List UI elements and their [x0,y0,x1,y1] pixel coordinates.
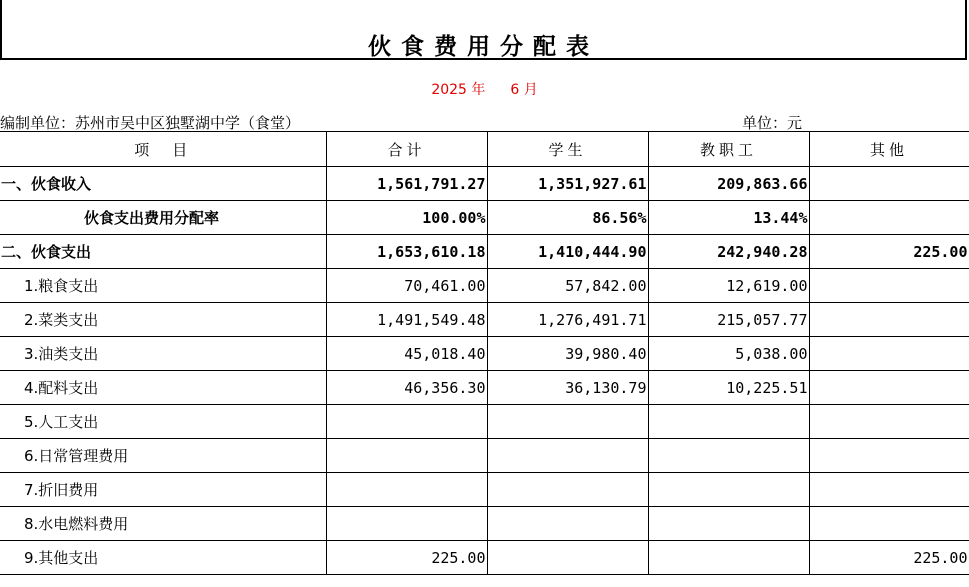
cell-other[interactable] [809,405,969,439]
row-label[interactable]: 2.菜类支出 [0,303,326,337]
cell-total[interactable]: 100.00% [326,201,487,235]
cell-total[interactable] [326,507,487,541]
allocation-table [0,131,969,575]
period-year: 2025 [431,82,467,98]
table-row [0,201,969,235]
row-label[interactable]: 1.粮食支出 [0,269,326,303]
period-month: 6 [510,82,520,98]
cell-staff[interactable]: 215,057.77 [648,303,809,337]
cell-total[interactable] [326,405,487,439]
cell-total[interactable]: 46,356.30 [326,371,487,405]
cell-student[interactable] [487,405,648,439]
cell-other[interactable] [809,507,969,541]
cell-other[interactable]: 225.00 [809,235,969,269]
table-row [0,541,969,575]
period-month-unit: 月 [523,82,538,98]
sheet-title [2,28,965,61]
cell-total[interactable]: 45,018.40 [326,337,487,371]
table-row [0,405,969,439]
cell-student[interactable]: 86.56% [487,201,648,235]
row-label[interactable]: 一、伙食收入 [0,167,326,201]
cell-staff[interactable]: 242,940.28 [648,235,809,269]
cell-total[interactable] [326,439,487,473]
cell-staff[interactable]: 13.44% [648,201,809,235]
cell-total[interactable]: 1,561,791.27 [326,167,487,201]
row-label[interactable]: 3.油类支出 [0,337,326,371]
row-label[interactable]: 8.水电燃料费用 [0,507,326,541]
table-row [0,439,969,473]
header-row [0,132,969,167]
cell-other[interactable] [809,337,969,371]
row-label[interactable]: 4.配料支出 [0,371,326,405]
currency-unit: 单位：元 [742,114,803,132]
header-student[interactable]: 学生 [487,132,648,167]
cell-total[interactable] [326,473,487,507]
period-line [0,79,969,99]
header-staff[interactable]: 教职工 [648,132,809,167]
cell-other[interactable]: 225.00 [809,541,969,575]
cell-staff[interactable]: 12,619.00 [648,269,809,303]
row-label[interactable]: 二、伙食支出 [0,235,326,269]
cell-total[interactable]: 1,653,610.18 [326,235,487,269]
period-year-unit: 年 [471,82,486,98]
cell-other[interactable] [809,201,969,235]
row-label[interactable]: 伙食支出费用分配率 [0,201,326,235]
table-row [0,235,969,269]
table-row [0,303,969,337]
cell-student[interactable] [487,473,648,507]
cell-staff[interactable] [648,473,809,507]
header-item[interactable]: 项 目 [0,132,326,167]
cell-staff[interactable]: 10,225.51 [648,371,809,405]
cell-other[interactable] [809,269,969,303]
row-label[interactable]: 5.人工支出 [0,405,326,439]
cell-student[interactable]: 39,980.40 [487,337,648,371]
cell-other[interactable] [809,371,969,405]
row-label[interactable]: 6.日常管理费用 [0,439,326,473]
cell-staff[interactable] [648,541,809,575]
cell-student[interactable]: 1,276,491.71 [487,303,648,337]
cell-student[interactable]: 57,842.00 [487,269,648,303]
cell-staff[interactable]: 209,863.66 [648,167,809,201]
cell-staff[interactable] [648,405,809,439]
cell-staff[interactable]: 5,038.00 [648,337,809,371]
cell-staff[interactable] [648,507,809,541]
row-label[interactable]: 9.其他支出 [0,541,326,575]
cell-student[interactable] [487,439,648,473]
cell-student[interactable]: 1,410,444.90 [487,235,648,269]
table-row [0,473,969,507]
table-row [0,507,969,541]
cell-other[interactable] [809,303,969,337]
org-unit: 编制单位：苏州市吴中区独墅湖中学（食堂） [0,114,301,132]
header-total[interactable]: 合计 [326,132,487,167]
cell-staff[interactable] [648,439,809,473]
row-label[interactable]: 7.折旧费用 [0,473,326,507]
sheet-title-text: 伙食费用分配表 [368,34,599,60]
header-other[interactable]: 其他 [809,132,969,167]
table-row [0,337,969,371]
cell-other[interactable] [809,167,969,201]
table-row [0,371,969,405]
cell-student[interactable] [487,541,648,575]
table-row [0,167,969,201]
cell-total[interactable]: 225.00 [326,541,487,575]
cell-student[interactable]: 1,351,927.61 [487,167,648,201]
cell-student[interactable] [487,507,648,541]
cell-total[interactable]: 1,491,549.48 [326,303,487,337]
table-row [0,269,969,303]
cell-student[interactable]: 36,130.79 [487,371,648,405]
cell-other[interactable] [809,439,969,473]
cell-total[interactable]: 70,461.00 [326,269,487,303]
title-box [0,0,967,60]
cell-other[interactable] [809,473,969,507]
